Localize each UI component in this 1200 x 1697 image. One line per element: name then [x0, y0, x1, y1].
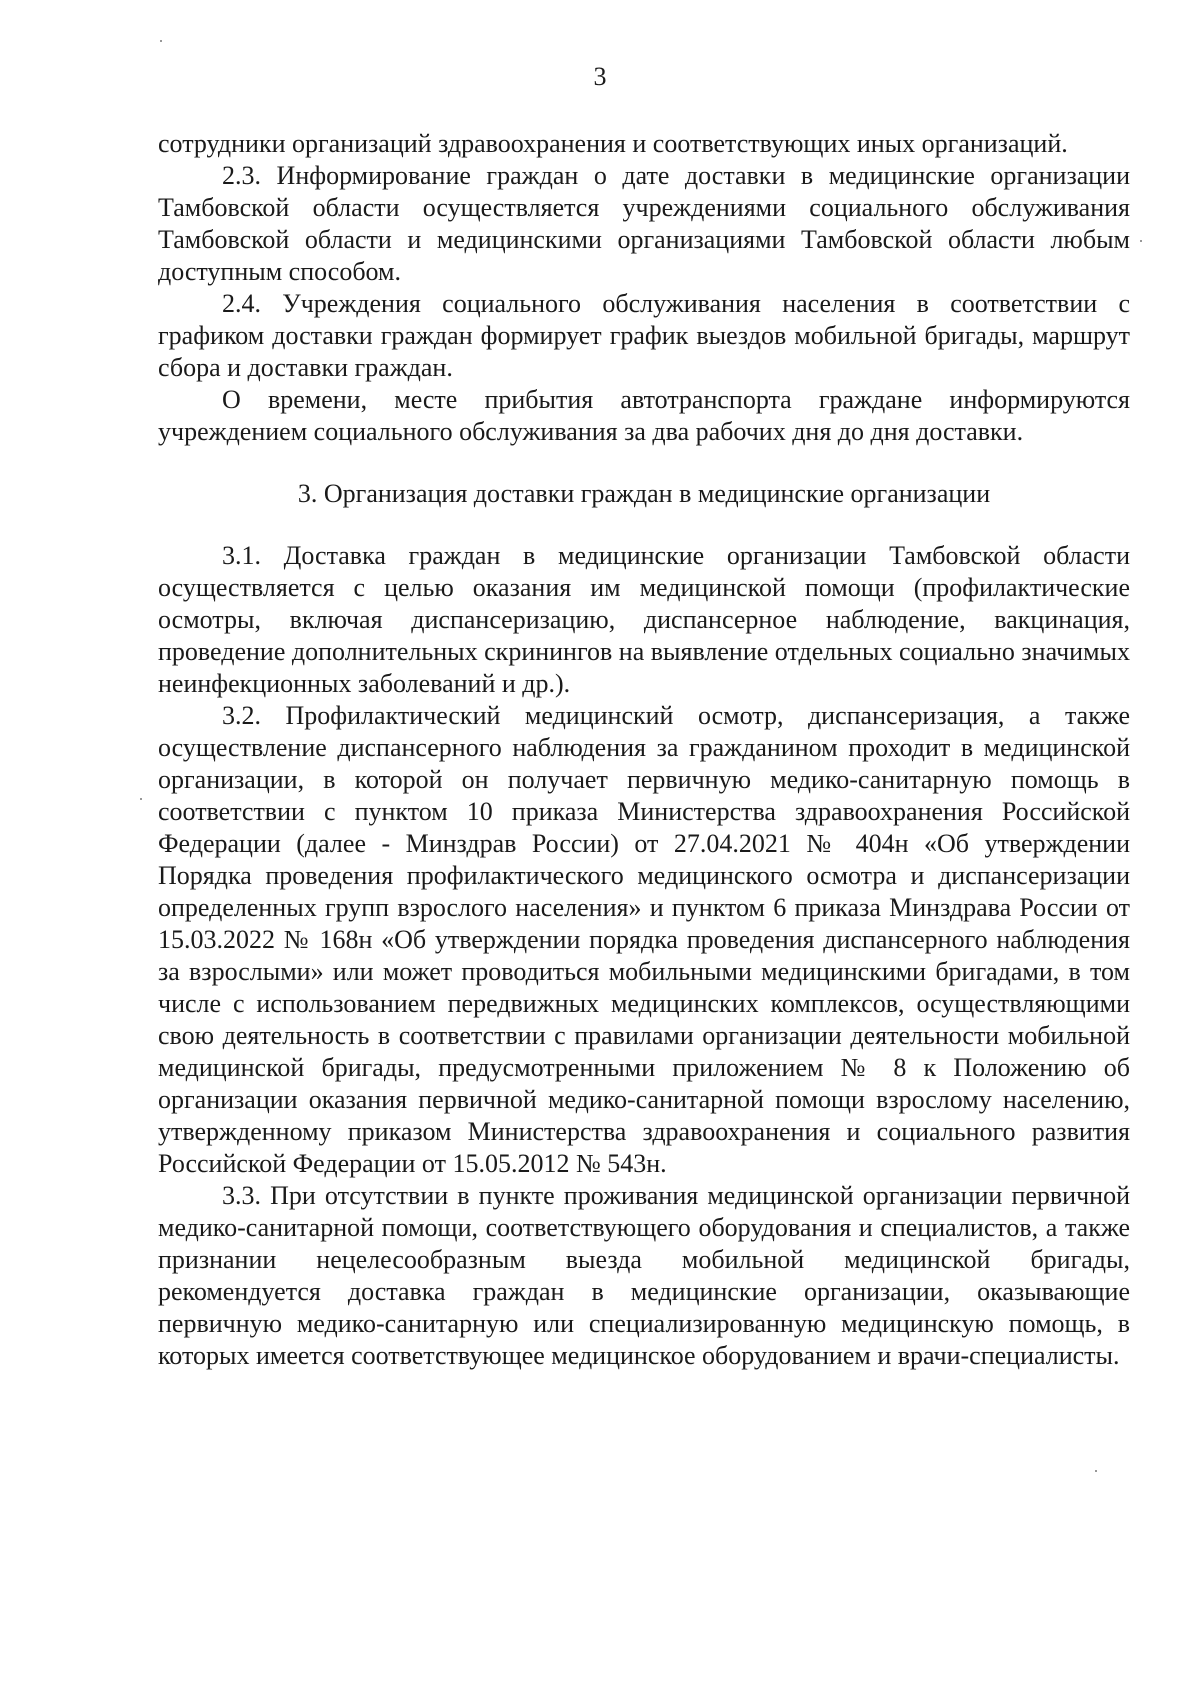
document-body [158, 128, 1130, 1372]
section-3-heading: 3. Организация доставки граждан в медицинские организации [297, 479, 991, 508]
paragraph-3-1: 3.1. Доставка граждан в медицинские организации Тамбовской области осуществляется с целью оказания им медицинской помощи (профилактические осмотры, включая диспансеризацию, диспансерное наблюдение, вакцинация, проведение дополнительных скринингов на выявление отдельных социально значимых неинфекционных заболеваний и др.). [158, 541, 1130, 698]
paragraph-3-2: 3.2. Профилактический медицинский осмотр, диспансеризация, а также осуществление диспансерного наблюдения за гражданином проходит в медицинской организации, в которой он получает первичную медико-санитарную помощь в соответствии с пунктом 10 приказа Министерства здравоохранения Российской Федерации (далее - Минздрав России) от 27.04.2021 № 404н «Об утверждении Порядка проведения профилактического медицинского осмотра и диспансеризации определенных групп взрослого населения» и пунктом 6 приказа Минздрава России от 15.03.2022 № 168н «Об утверждении порядка проведения диспансерного наблюдения за взрослыми» или может проводиться мобильными медицинскими бригадами, в том числе с использованием передвижных медицинских комплексов, осуществляющими свою деятельность в соответствии с правилами организации деятельности мобильной медицинской бригады, предусмотренными приложением № 8 к Положению об организации оказания первичной медико-санитарной помощи взрослому населению, утвержденному приказом Министерства здравоохранения и социального развития Российской Федерации от 15.05.2012 № 543н. [158, 701, 1130, 1178]
scan-speck [140, 798, 142, 800]
paragraph-3-3: 3.3. При отсутствии в пункте проживания медицинской организации первичной медико-санитарной помощи, соответствующего оборудования и специалистов, а также признании нецелесообразным выезда мобильной медицинской бригады, рекомендуется доставка граждан в медицинские организации, оказывающие первичную медико-санитарную или специализированную медицинскую помощь, в которых имеется соответствующее медицинское оборудованием и врачи-специалисты. [158, 1181, 1130, 1370]
scan-speck [1095, 1470, 1097, 1472]
page-number: 3 [593, 62, 607, 91]
paragraph-2-4: 2.4. Учреждения социального обслуживания населения в соответствии с графиком доставки граждан формирует график выездов мобильной бригады, маршрут сбора и доставки граждан. [158, 289, 1130, 382]
paragraph-2-3: 2.3. Информирование граждан о дате доставки в медицинские организации Тамбовской области осуществляется учреждениями социального обслуживания Тамбовской области и медицинскими организациями Тамбовской области любым доступным способом. [158, 161, 1130, 286]
paragraph-continuation: сотрудники организаций здравоохранения и соответствующих иных организаций. [158, 129, 1068, 158]
paragraph-2-4-notice: О времени, месте прибытия автотранспорта граждане информируются учреждением социального обслуживания за два рабочих дня до дня доставки. [158, 385, 1130, 446]
scan-speck [1140, 240, 1142, 242]
scan-speck [160, 40, 162, 42]
